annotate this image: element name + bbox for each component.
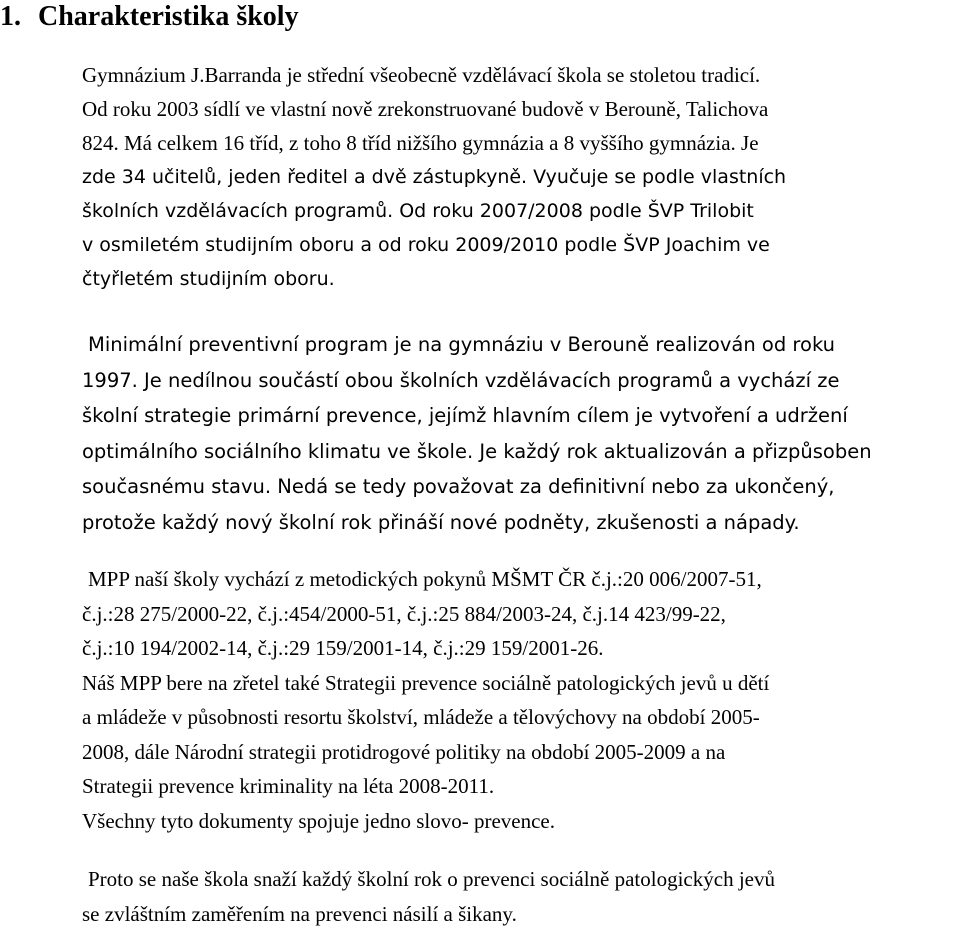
section-title: Charakteristika školy xyxy=(38,1,299,32)
paragraph-line: Proto se naše škola snaží každý školní rok o prevenci sociálně patologických jevů xyxy=(88,867,775,891)
paragraph-line: Od roku 2003 sídlí ve vlastní nově zrekonstruované budově v Berouně, Talichova xyxy=(82,97,769,121)
paragraph-line: Strategii prevence kriminality na léta 2008-2011. xyxy=(82,774,495,798)
paragraph-line: protože každý nový školní rok přináší nové podněty, zkušenosti a nápady. xyxy=(82,510,800,534)
paragraph-school-focus xyxy=(82,862,958,931)
paragraph-school-description xyxy=(82,58,958,296)
paragraph-line: MPP naší školy vychází z metodických pokynů MŠMT ČR č.j.:20 006/2007-51, xyxy=(88,567,762,591)
paragraph-line: a mládeže v působnosti resortu školství, mládeže a tělovýchovy na období 2005- xyxy=(82,705,760,729)
paragraph-line: současnému stavu. Nedá se tedy považovat za definitivní nebo za ukončený, xyxy=(82,475,835,498)
section-number: 1. xyxy=(0,1,21,32)
paragraph-line: 824. Má celkem 16 tříd, z toho 8 tříd nižšího gymnázia a 8 vyššího gymnázia. Je xyxy=(82,131,759,155)
paragraph-line: 2008, dále Národní strategii protidrogové politiky na období 2005-2009 a na xyxy=(82,739,726,764)
paragraph-line: se zvláštním zaměřením na prevenci násilí a šikany. xyxy=(82,901,517,926)
paragraph-line: Gymnázium J.Barranda je střední všeobecně vzdělávací škola se stoletou tradicí. xyxy=(82,63,761,87)
paragraph-line: č.j.:28 275/2000-22, č.j.:454/2000-51, č.j.:25 884/2003-24, č.j.14 423/99-22, xyxy=(82,601,726,626)
paragraph-line: Všechny tyto dokumenty spojuje jedno slovo- prevence. xyxy=(82,808,555,833)
paragraph-prevention-program xyxy=(82,327,958,540)
paragraph-line: zde 34 učitelů, jeden ředitel a dvě zástupkyně. Vyučuje se podle vlastních xyxy=(82,166,787,188)
paragraph-line: č.j.:10 194/2002-14, č.j.:29 159/2001-14, č.j.:29 159/2001-26. xyxy=(82,636,604,660)
paragraph-line: Náš MPP bere na zřetel také Strategii prevence sociálně patologických jevů u dětí xyxy=(82,670,770,695)
paragraph-mpp-guidelines xyxy=(82,562,958,838)
section-heading xyxy=(0,0,299,34)
paragraph-line: 1997. Je nedílnou součástí obou školních vzdělávacích programů a vychází ze xyxy=(82,368,840,392)
paragraph-line: optimálního sociálního klimatu ve škole. Je každý rok aktualizován a přizpůsoben xyxy=(82,439,872,463)
paragraph-line: školní strategie primární prevence, jejímž hlavním cílem je vytvoření a udržení xyxy=(82,404,848,427)
paragraph-line: Minimální preventivní program je na gymnáziu v Berouně realizován od roku xyxy=(88,333,835,356)
paragraph-line: v osmiletém studijním oboru a od roku 2009/2010 podle ŠVP Joachim ve xyxy=(82,234,770,256)
paragraph-line: školních vzdělávacích programů. Od roku 2007/2008 podle ŠVP Trilobit xyxy=(82,200,754,222)
paragraph-line: čtyřletém studijním oboru. xyxy=(82,268,335,290)
